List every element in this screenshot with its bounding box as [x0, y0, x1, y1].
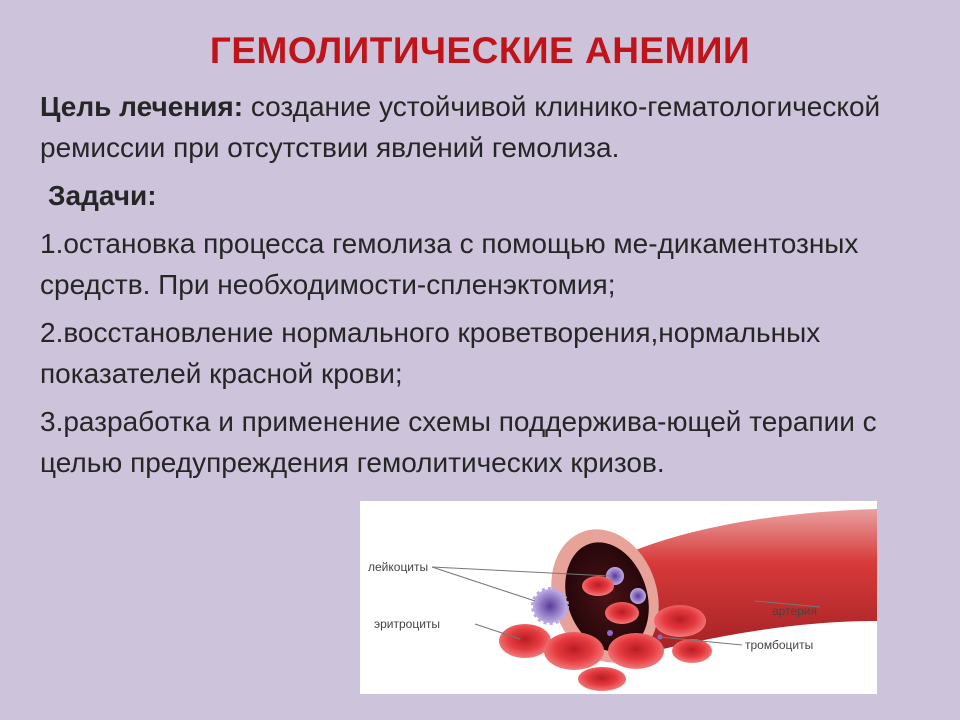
- blood-vessel-illustration: [360, 501, 877, 694]
- goal-label: Цель лечения:: [40, 91, 244, 122]
- erythrocyte-cell: [654, 605, 706, 637]
- task-item-2: 2.восстановление нормального кроветворения,нормальных показателей красной крови;: [40, 317, 821, 389]
- erythrocyte-cell: [608, 633, 664, 669]
- label-leukocytes: лейкоциты: [368, 560, 429, 574]
- erythrocyte-cell: [578, 667, 626, 691]
- goal-text: создание устойчивой клинико-гематологической ремиссии при отсутствии явлений гемолиза.: [40, 91, 881, 163]
- erythrocyte-cell: [499, 624, 551, 658]
- erythrocyte-cell: [672, 639, 712, 663]
- slide-body: [40, 86, 920, 490]
- platelet-cell: [607, 630, 613, 636]
- task-item-3: 3.разработка и применение схемы поддержива-ющей терапии с целью предупреждения гемолитических кризов.: [40, 406, 877, 478]
- leukocyte-cell: [533, 589, 567, 623]
- leukocyte-cell: [630, 588, 646, 604]
- tasks-heading: Задачи:: [48, 180, 157, 211]
- task-item-1: 1.остановка процесса гемолиза с помощью ме-дикаментозных средств. При необходимости-спленэктомия;: [40, 228, 859, 300]
- slide-title: ГЕМОЛИТИЧЕСКИЕ АНЕМИИ: [209, 30, 751, 71]
- goal-paragraph: [40, 86, 920, 168]
- erythrocyte-cell: [582, 576, 614, 596]
- label-artery: артерия: [772, 604, 817, 618]
- blood-vessel-drawing: [360, 501, 877, 694]
- erythrocyte-cell: [544, 632, 604, 670]
- label-platelets: тромбоциты: [745, 638, 814, 652]
- leader-line-leukocytes: [432, 567, 535, 601]
- erythrocyte-cell: [605, 602, 639, 624]
- label-erythrocytes: эритроциты: [374, 617, 441, 631]
